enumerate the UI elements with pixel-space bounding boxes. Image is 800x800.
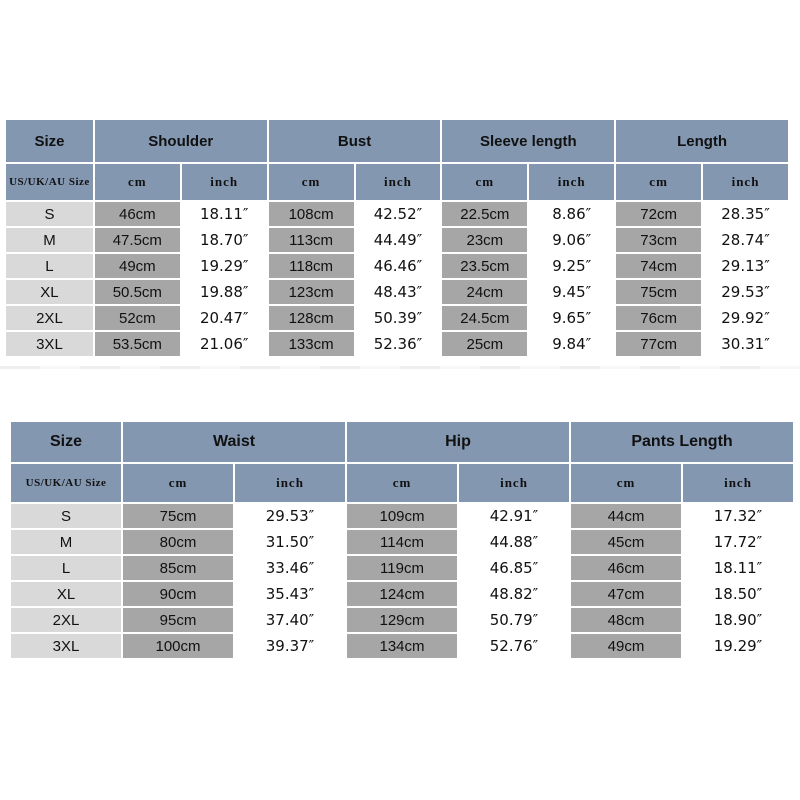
table-row <box>6 280 788 304</box>
inch-value-cell: 9.84″ <box>529 332 614 356</box>
cm-value-cell: 49cm <box>95 254 180 278</box>
table-row <box>6 202 788 226</box>
header-row <box>11 422 793 462</box>
cm-value-cell: 49cm <box>571 634 681 658</box>
cm-value-cell: 77cm <box>616 332 701 356</box>
table-row <box>11 582 793 606</box>
inch-value-cell: 31.50″ <box>235 530 345 554</box>
inch-value-cell: 17.32″ <box>683 504 793 528</box>
inch-value-cell: 46.85″ <box>459 556 569 580</box>
pants-length-header: Pants Length <box>571 422 793 462</box>
cm-value-cell: 46cm <box>571 556 681 580</box>
cm-value-cell: 22.5cm <box>442 202 527 226</box>
inch-value-cell: 42.52″ <box>356 202 441 226</box>
length-header: Length <box>616 120 788 162</box>
inch-value-cell: 39.37″ <box>235 634 345 658</box>
inch-value-cell: 37.40″ <box>235 608 345 632</box>
sleeve-length-header: Sleeve length <box>442 120 614 162</box>
unit-inch: inch <box>703 164 788 200</box>
table-row <box>6 332 788 356</box>
header-row <box>6 120 788 162</box>
cm-value-cell: 113cm <box>269 228 354 252</box>
cm-value-cell: 25cm <box>442 332 527 356</box>
table-row <box>6 228 788 252</box>
hip-header: Hip <box>347 422 569 462</box>
cm-value-cell: 129cm <box>347 608 457 632</box>
table-row <box>11 504 793 528</box>
table-separator <box>0 366 800 369</box>
shoulder-header: Shoulder <box>95 120 267 162</box>
unit-cm: cm <box>616 164 701 200</box>
table-row <box>6 254 788 278</box>
unit-cm: cm <box>571 464 681 502</box>
unit-cm: cm <box>95 164 180 200</box>
inch-value-cell: 29.53″ <box>703 280 788 304</box>
cm-value-cell: 134cm <box>347 634 457 658</box>
unit-inch: inch <box>235 464 345 502</box>
cm-value-cell: 123cm <box>269 280 354 304</box>
size-cell: 2XL <box>11 608 121 632</box>
cm-value-cell: 100cm <box>123 634 233 658</box>
size-header: Size <box>11 422 121 462</box>
size-cell: M <box>6 228 93 252</box>
inch-value-cell: 52.36″ <box>356 332 441 356</box>
inch-value-cell: 35.43″ <box>235 582 345 606</box>
cm-value-cell: 24cm <box>442 280 527 304</box>
inch-value-cell: 44.49″ <box>356 228 441 252</box>
cm-value-cell: 90cm <box>123 582 233 606</box>
waist-header: Waist <box>123 422 345 462</box>
inch-value-cell: 17.72″ <box>683 530 793 554</box>
inch-value-cell: 9.25″ <box>529 254 614 278</box>
cm-value-cell: 53.5cm <box>95 332 180 356</box>
table-row <box>11 556 793 580</box>
size-cell: M <box>11 530 121 554</box>
cm-value-cell: 46cm <box>95 202 180 226</box>
size-cell: XL <box>6 280 93 304</box>
cm-value-cell: 74cm <box>616 254 701 278</box>
unit-inch: inch <box>182 164 267 200</box>
inch-value-cell: 29.13″ <box>703 254 788 278</box>
unit-inch: inch <box>529 164 614 200</box>
cm-value-cell: 23.5cm <box>442 254 527 278</box>
top-table-body <box>6 202 788 356</box>
inch-value-cell: 9.65″ <box>529 306 614 330</box>
cm-value-cell: 114cm <box>347 530 457 554</box>
inch-value-cell: 21.06″ <box>182 332 267 356</box>
inch-value-cell: 48.82″ <box>459 582 569 606</box>
size-cell: 2XL <box>6 306 93 330</box>
cm-value-cell: 76cm <box>616 306 701 330</box>
inch-value-cell: 46.46″ <box>356 254 441 278</box>
table-row <box>6 306 788 330</box>
inch-value-cell: 48.43″ <box>356 280 441 304</box>
unit-cm: cm <box>442 164 527 200</box>
inch-value-cell: 19.29″ <box>182 254 267 278</box>
inch-value-cell: 28.74″ <box>703 228 788 252</box>
unit-inch: inch <box>683 464 793 502</box>
cm-value-cell: 50.5cm <box>95 280 180 304</box>
cm-value-cell: 118cm <box>269 254 354 278</box>
inch-value-cell: 9.45″ <box>529 280 614 304</box>
cm-value-cell: 23cm <box>442 228 527 252</box>
size-header: Size <box>6 120 93 162</box>
bottom-table-body <box>11 504 793 658</box>
cm-value-cell: 85cm <box>123 556 233 580</box>
inch-value-cell: 9.06″ <box>529 228 614 252</box>
cm-value-cell: 45cm <box>571 530 681 554</box>
cm-value-cell: 72cm <box>616 202 701 226</box>
size-cell: L <box>11 556 121 580</box>
cm-value-cell: 73cm <box>616 228 701 252</box>
inch-value-cell: 18.11″ <box>182 202 267 226</box>
inch-value-cell: 28.35″ <box>703 202 788 226</box>
size-cell: XL <box>11 582 121 606</box>
inch-value-cell: 19.29″ <box>683 634 793 658</box>
inch-value-cell: 50.79″ <box>459 608 569 632</box>
table-row <box>11 608 793 632</box>
inch-value-cell: 29.53″ <box>235 504 345 528</box>
inch-value-cell: 8.86″ <box>529 202 614 226</box>
inch-value-cell: 30.31″ <box>703 332 788 356</box>
inch-value-cell: 44.88″ <box>459 530 569 554</box>
table-row <box>11 530 793 554</box>
bust-header: Bust <box>269 120 441 162</box>
unit-cm: cm <box>123 464 233 502</box>
cm-value-cell: 47.5cm <box>95 228 180 252</box>
unit-row <box>11 464 793 502</box>
inch-value-cell: 50.39″ <box>356 306 441 330</box>
size-cell: S <box>6 202 93 226</box>
cm-value-cell: 24.5cm <box>442 306 527 330</box>
unit-inch: inch <box>459 464 569 502</box>
size-cell: 3XL <box>11 634 121 658</box>
cm-value-cell: 133cm <box>269 332 354 356</box>
inch-value-cell: 18.90″ <box>683 608 793 632</box>
inch-value-cell: 18.11″ <box>683 556 793 580</box>
cm-value-cell: 52cm <box>95 306 180 330</box>
cm-value-cell: 128cm <box>269 306 354 330</box>
cm-value-cell: 80cm <box>123 530 233 554</box>
inch-value-cell: 33.46″ <box>235 556 345 580</box>
cm-value-cell: 119cm <box>347 556 457 580</box>
inch-value-cell: 20.47″ <box>182 306 267 330</box>
inch-value-cell: 29.92″ <box>703 306 788 330</box>
cm-value-cell: 75cm <box>123 504 233 528</box>
table-row <box>11 634 793 658</box>
size-cell: S <box>11 504 121 528</box>
unit-cm: cm <box>347 464 457 502</box>
top-size-chart <box>4 118 790 358</box>
cm-value-cell: 47cm <box>571 582 681 606</box>
size-cell: L <box>6 254 93 278</box>
unit-cm: cm <box>269 164 354 200</box>
size-cell: 3XL <box>6 332 93 356</box>
region-size-label: US/UK/AU Size <box>6 164 93 200</box>
inch-value-cell: 19.88″ <box>182 280 267 304</box>
inch-value-cell: 42.91″ <box>459 504 569 528</box>
cm-value-cell: 95cm <box>123 608 233 632</box>
bottom-size-chart <box>9 420 795 660</box>
cm-value-cell: 108cm <box>269 202 354 226</box>
cm-value-cell: 124cm <box>347 582 457 606</box>
cm-value-cell: 48cm <box>571 608 681 632</box>
inch-value-cell: 52.76″ <box>459 634 569 658</box>
cm-value-cell: 44cm <box>571 504 681 528</box>
cm-value-cell: 109cm <box>347 504 457 528</box>
inch-value-cell: 18.70″ <box>182 228 267 252</box>
inch-value-cell: 18.50″ <box>683 582 793 606</box>
unit-inch: inch <box>356 164 441 200</box>
unit-row <box>6 164 788 200</box>
cm-value-cell: 75cm <box>616 280 701 304</box>
region-size-label: US/UK/AU Size <box>11 464 121 502</box>
